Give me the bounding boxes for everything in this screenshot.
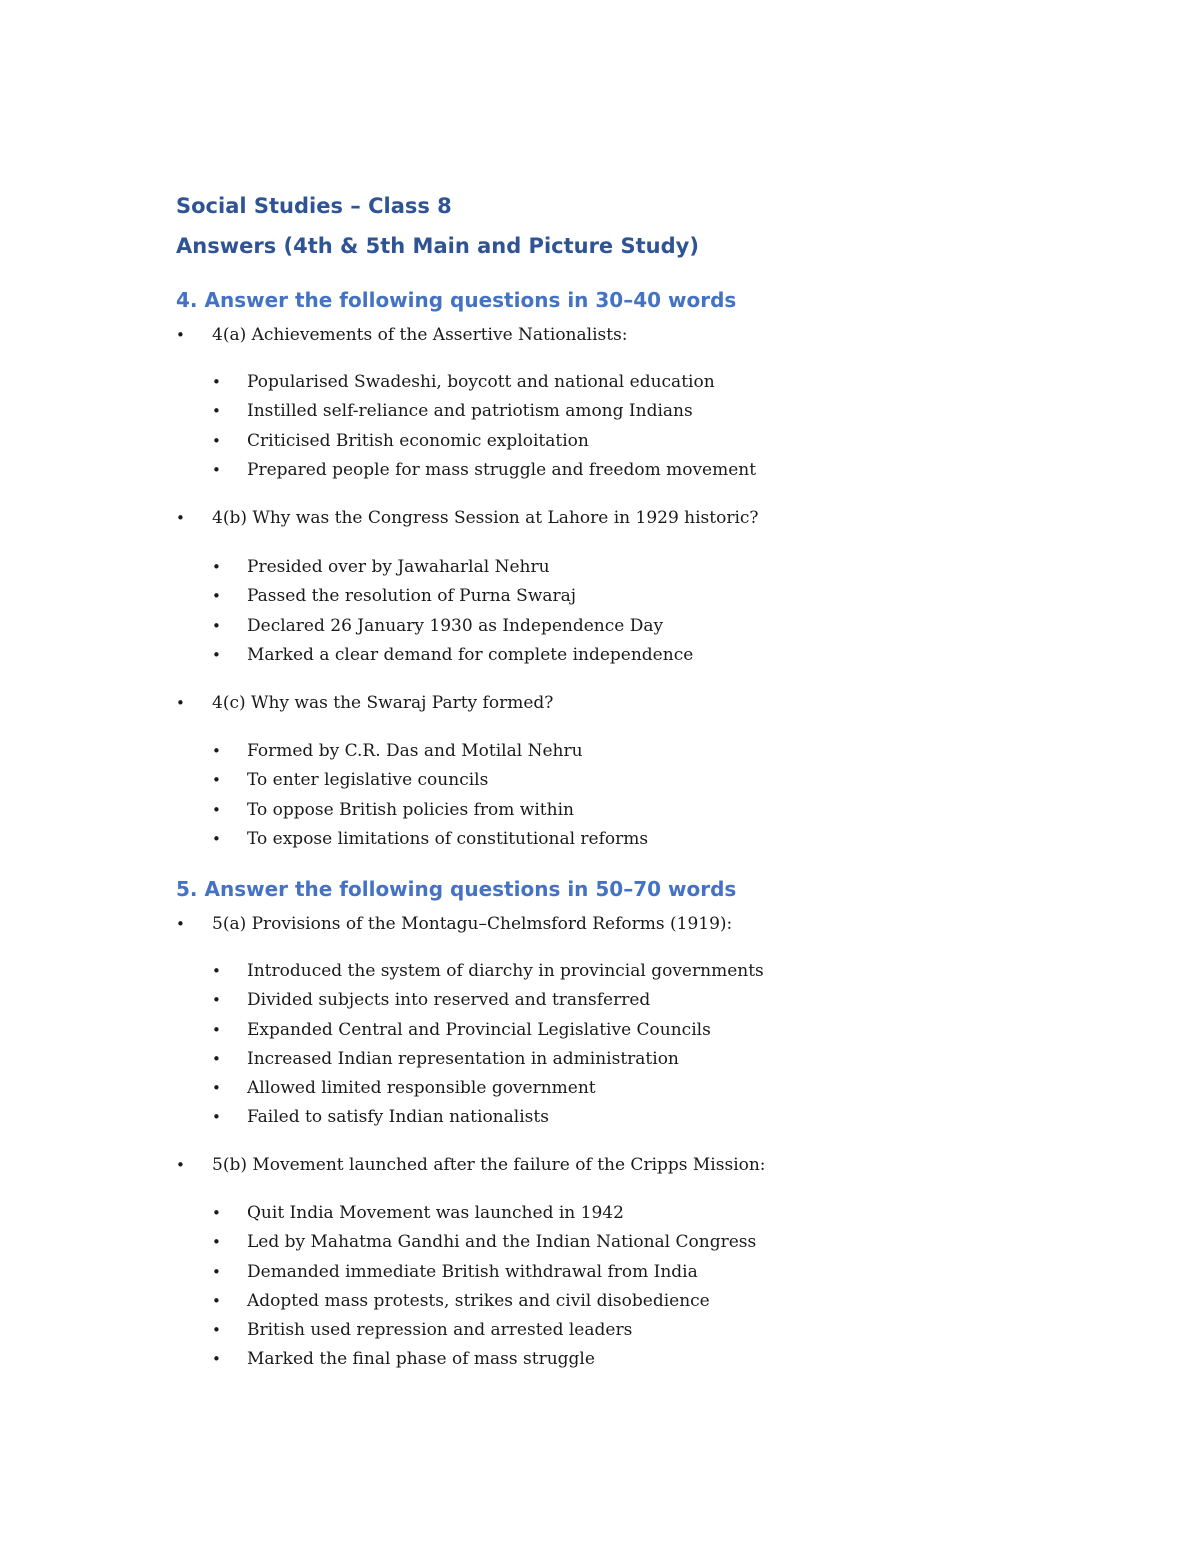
document-title: Social Studies – Class 8 <box>176 194 452 218</box>
answer-text: Led by Mahatma Gandhi and the Indian National Congress <box>247 1232 757 1253</box>
bullet-icon: • <box>212 742 221 760</box>
question-text: 4(c) Why was the Swaraj Party formed? <box>212 693 554 713</box>
answer-text: Quit India Movement was launched in 1942 <box>247 1203 624 1223</box>
list-item <box>212 796 648 825</box>
bullet-icon: • <box>212 771 221 790</box>
question-5a <box>176 912 732 936</box>
bullet-icon: • <box>212 1204 221 1222</box>
answer-text: Increased Indian representation in administration <box>247 1048 679 1069</box>
list-item <box>212 397 756 426</box>
bullet-icon: • <box>212 962 221 980</box>
bullet-icon: • <box>212 616 221 635</box>
question-text: 4(a) Achievements of the Assertive Nationalists: <box>212 325 628 345</box>
question-text: 4(b) Why was the Congress Session at Lahore in 1929 historic? <box>212 508 759 528</box>
list-item <box>212 1258 756 1287</box>
answer-text: Adopted mass protests, strikes and civil disobedience <box>247 1290 710 1311</box>
bullet-icon: • <box>212 1262 221 1281</box>
bullet-icon: • <box>176 509 185 527</box>
list-item <box>212 1103 764 1132</box>
bullet-icon: • <box>212 1049 221 1068</box>
answer-text: Presided over by Jawaharlal Nehru <box>247 557 550 577</box>
answer-text: To oppose British policies from within <box>247 799 574 820</box>
bullet-icon: • <box>176 694 185 712</box>
bullet-icon: • <box>212 558 221 576</box>
list-item <box>212 1199 756 1228</box>
list-item <box>212 456 756 485</box>
list-item <box>212 1074 764 1103</box>
bullet-icon: • <box>212 1350 221 1369</box>
bullet-icon: • <box>176 915 185 933</box>
bullet-icon: • <box>212 800 221 819</box>
list-item <box>212 612 693 641</box>
question-4b <box>176 506 759 530</box>
bullet-icon: • <box>212 645 221 664</box>
list-item <box>212 957 764 986</box>
answer-text: To enter legislative councils <box>247 770 489 791</box>
answer-text: Criticised British economic exploitation <box>247 430 589 451</box>
list-item <box>212 737 648 766</box>
list-item <box>212 553 693 582</box>
list-item <box>212 1345 756 1374</box>
answer-text: Demanded immediate British withdrawal from India <box>247 1261 698 1282</box>
bullet-icon: • <box>212 1291 221 1310</box>
list-item <box>212 825 648 854</box>
document-subtitle: Answers (4th & 5th Main and Picture Study) <box>176 234 699 258</box>
list-item <box>212 641 693 670</box>
answer-text: Prepared people for mass struggle and freedom movement <box>247 459 757 480</box>
list-item <box>212 582 693 611</box>
list-item <box>212 1287 756 1316</box>
answer-list-4a <box>212 368 756 485</box>
answer-list-4b <box>212 553 693 670</box>
list-item <box>212 766 648 795</box>
answer-text: Introduced the system of diarchy in provincial governments <box>247 961 764 981</box>
answer-text: Divided subjects into reserved and transferred <box>247 990 651 1011</box>
answer-text: British used repression and arrested leaders <box>247 1320 633 1341</box>
bullet-icon: • <box>212 373 221 391</box>
section-heading-4: 4. Answer the following questions in 30–40 words <box>176 288 737 312</box>
answer-text: Instilled self-reliance and patriotism among Indians <box>247 401 693 422</box>
list-item <box>212 368 756 397</box>
bullet-icon: • <box>212 1079 221 1098</box>
list-item <box>212 427 756 456</box>
bullet-icon: • <box>212 402 221 421</box>
bullet-icon: • <box>212 1233 221 1252</box>
section-heading-5: 5. Answer the following questions in 50–70 words <box>176 877 737 901</box>
answer-text: Popularised Swadeshi, boycott and national education <box>247 372 715 392</box>
list-item <box>212 1228 756 1257</box>
list-item <box>212 986 764 1015</box>
bullet-icon: • <box>212 431 221 450</box>
question-text: 5(a) Provisions of the Montagu–Chelmsford Reforms (1919): <box>212 914 733 934</box>
bullet-icon: • <box>212 1108 221 1127</box>
answer-list-4c <box>212 737 648 854</box>
answer-text: Expanded Central and Provincial Legislative Councils <box>247 1019 711 1040</box>
bullet-icon: • <box>212 1020 221 1039</box>
bullet-icon: • <box>176 1156 185 1174</box>
bullet-icon: • <box>176 326 185 344</box>
bullet-icon: • <box>212 1321 221 1340</box>
answer-text: Declared 26 January 1930 as Independence Day <box>247 615 664 636</box>
question-4a <box>176 323 628 347</box>
question-text: 5(b) Movement launched after the failure of the Cripps Mission: <box>212 1155 766 1175</box>
answer-text: Passed the resolution of Purna Swaraj <box>247 586 577 607</box>
bullet-icon: • <box>212 460 221 479</box>
answer-list-5b <box>212 1199 756 1375</box>
answer-text: Allowed limited responsible government <box>247 1078 596 1099</box>
bullet-icon: • <box>212 991 221 1010</box>
answer-text: To expose limitations of constitutional reforms <box>247 828 649 849</box>
question-5b <box>176 1153 766 1177</box>
answer-text: Marked a clear demand for complete independence <box>247 644 694 665</box>
bullet-icon: • <box>212 587 221 606</box>
bullet-icon: • <box>212 829 221 848</box>
answer-text: Marked the final phase of mass struggle <box>247 1349 595 1370</box>
list-item <box>212 1016 764 1045</box>
question-4c <box>176 691 553 715</box>
answer-text: Formed by C.R. Das and Motilal Nehru <box>247 741 583 761</box>
list-item <box>212 1045 764 1074</box>
answer-text: Failed to satisfy Indian nationalists <box>247 1107 549 1128</box>
list-item <box>212 1316 756 1345</box>
answer-list-5a <box>212 957 764 1133</box>
